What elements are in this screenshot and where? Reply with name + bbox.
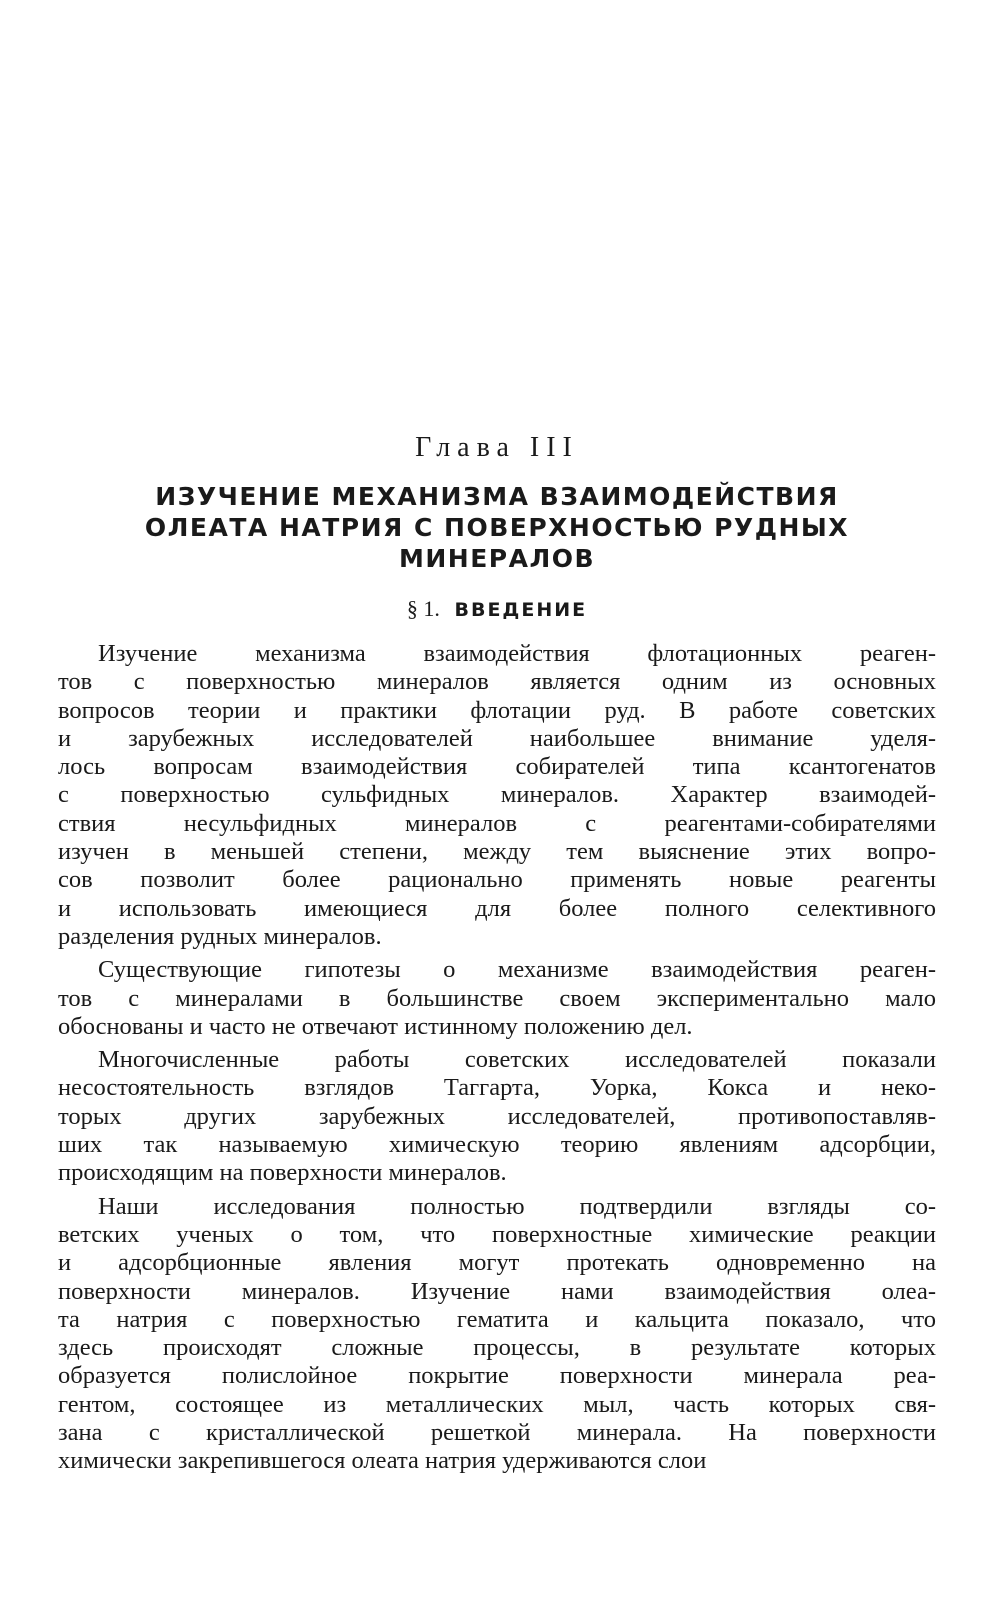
text-line: ствия несульфидных минералов с реагентами-собирателями xyxy=(58,809,936,837)
section-number: § 1. xyxy=(406,596,440,621)
text-line: вопросов теории и практики флотации руд. В работе советских xyxy=(58,696,936,724)
text-line: и зарубежных исследователей наибольшее внимание уделя- xyxy=(58,724,936,752)
text-line: тов с минералами в большинстве своем экспериментально мало xyxy=(58,984,936,1012)
text-line: обоснованы и часто не отвечают истинному положению дел. xyxy=(58,1012,693,1040)
section-title: ВВЕДЕНИЕ xyxy=(454,599,588,621)
text-line: торых других зарубежных исследователей, противопоставляв- xyxy=(58,1102,936,1130)
text-line: зана с кристаллической решеткой минерала. На поверхности xyxy=(58,1419,936,1447)
text-line: химически закрепившегося олеата натрия удерживаются слои xyxy=(58,1447,707,1475)
text-line: Многочисленные работы советских исследователей показали xyxy=(98,1046,936,1074)
text-line: ветских ученых о том, что поверхностные химические реакции xyxy=(58,1220,936,1248)
text-line: и адсорбционные явления могут протекать одновременно на xyxy=(58,1249,936,1277)
paragraph xyxy=(58,956,936,1041)
text-line: гентом, состоящее из металлических мыл, часть которых свя- xyxy=(58,1390,936,1418)
paragraph xyxy=(58,640,936,951)
text-line: сов позволит более рационально применять новые реагенты xyxy=(58,866,936,894)
text-line: та натрия с поверхностью гематита и кальцита показало, что xyxy=(58,1305,936,1333)
chapter-title xyxy=(58,481,936,574)
text-line: поверхности минералов. Изучение нами взаимодействия олеа- xyxy=(58,1277,936,1305)
text-line: с поверхностью сульфидных минералов. Характер взаимодей- xyxy=(58,781,936,809)
chapter-title-line: ИЗУЧЕНИЕ МЕХАНИЗМА ВЗАИМОДЕЙСТВИЯ xyxy=(155,482,839,511)
text-line: разделения рудных минералов. xyxy=(58,922,382,950)
chapter-title-line: ОЛЕАТА НАТРИЯ С ПОВЕРХНОСТЬЮ РУДНЫХ xyxy=(144,513,850,542)
chapter-title-line: МИНЕРАЛОВ xyxy=(398,544,596,573)
text-line: Существующие гипотезы о механизме взаимодействия реаген- xyxy=(98,956,936,984)
section-heading xyxy=(58,597,936,622)
document-page xyxy=(58,0,936,1600)
paragraph xyxy=(58,1193,936,1476)
text-line: Наши исследования полностью подтвердили взгляды со- xyxy=(98,1192,936,1220)
text-line: образуется полислойное покрытие поверхности минерала реа- xyxy=(58,1362,936,1390)
chapter-label: Глава III xyxy=(415,432,579,463)
text-line: ших так называемую химическую теорию явлениям адсорбции, xyxy=(58,1131,936,1159)
paragraph xyxy=(58,1046,936,1187)
body-text xyxy=(58,640,936,1481)
text-line: Изучение механизма взаимодействия флотационных реаген- xyxy=(98,640,936,667)
text-line: изучен в меньшей степени, между тем выяснение этих вопро- xyxy=(58,838,936,866)
text-line: и использовать имеющиеся для более полного селективного xyxy=(58,894,936,922)
text-line: лось вопросам взаимодействия собирателей типа ксантогенатов xyxy=(58,753,936,781)
text-line: тов с поверхностью минералов является одним из основных xyxy=(58,668,936,696)
text-line: здесь происходят сложные процессы, в результате которых xyxy=(58,1334,936,1362)
text-line: несостоятельность взглядов Таггарта, Уорка, Кокса и неко- xyxy=(58,1074,936,1102)
text-line: происходящим на поверхности минералов. xyxy=(58,1159,507,1187)
